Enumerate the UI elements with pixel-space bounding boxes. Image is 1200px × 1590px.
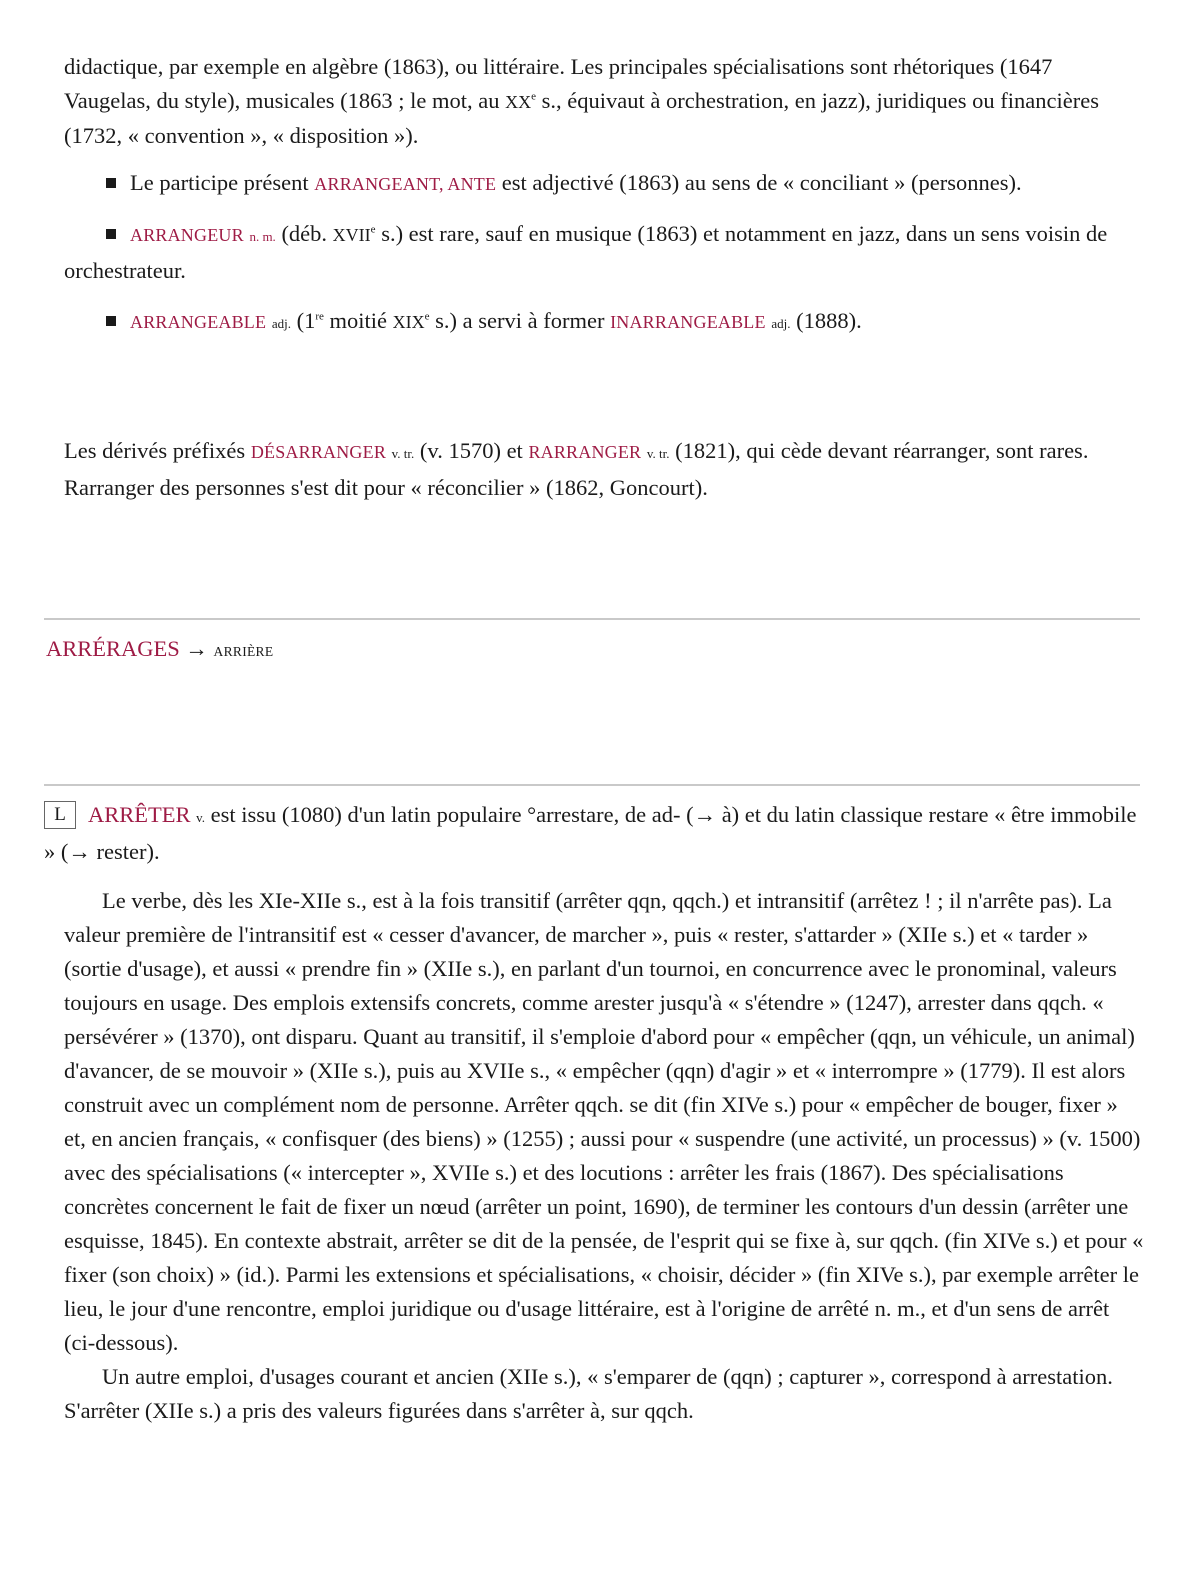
list-item: Le participe présent ARRANGEANT, ANTE est adjectivé (1863) au sens de « conciliant » (personnes).	[64, 166, 1144, 201]
intro-paragraph: didactique, par exemple en algèbre (1863), ou littéraire. Les principales spécialisations sont rhétoriques (1647 Vaugelas, du style), musicales (1863 ; le mot, au XXe s., équivaut à orchestration, en jazz), juridiques ou financières (1732, « convention », « disposition »).	[64, 54, 1099, 148]
square-bullet-icon	[106, 178, 116, 188]
entry-divider	[44, 618, 1140, 620]
headword-link[interactable]: ARRÉRAGES	[46, 636, 180, 661]
body-paragraph: Le verbe, dès les XIe-XIIe s., est à la fois transitif (arrêter qqn, qqch.) et intransitif (arrêtez ! ; il n'arrête pas). La valeur première de l'intransitif est « cesser d'avancer, de marcher », puis « rester, s'attarder » (XIIe s.) et « tarder » (sortie d'usage), et aussi « prendre fin » (XIIe s.), en parlant d'un tournoi, en concurrence avec le pronominal, valeurs toujours en usage. Des emplois extensifs concrets, comme arester jusqu'à « s'étendre » (1247), arrester dans qqch. « persévérer » (1370), ont disparu. Quant au transitif, il s'emploie d'abord pour « empêcher (qqn, un véhicule, un animal) d'avancer, de se mouvoir » (XIIe s.), puis au XVIIe s., « empêcher (qqn) d'agir » et « interrompre » (1779). Il est alors construit avec un complément nom de personne. Arrêter qqch. se dit (fin XIVe s.) pour « empêcher de bouger, fixer » et, en ancien français, « confisquer (des biens) » (1255) ; aussi pour « suspendre (une activité, un processus) » (v. 1500) avec des spécialisations (« intercepter », XVIIe s.) et des locutions : arrêter les frais (1867). Des spécialisations concrètes concernent le fait de fixer un nœud (arrêter un point, 1690), de terminer les contours d'un dessin (arrêter une esquisse, 1845). En contexte abstrait, arrêter se dit de la pensée, de l'esprit qui se fixe à, sur qqch. (fin XIVe s.) et pour « fixer (son choix) » (id.). Parmi les extensions et spécialisations, « choisir, décider » (fin XIVe s.), par exemple arrêter le lieu, le jour d'une rencontre, emploi juridique ou d'usage littéraire, est à l'origine de arrêté n. m., et d'un sens de arrêt (ci-dessous).	[64, 888, 1144, 1355]
arrow-right-icon: →	[185, 636, 208, 661]
latin-origin-badge: L	[44, 801, 76, 829]
body-paragraph: Un autre emploi, d'usages courant et ancien (XIIe s.), « s'emparer de (qqn) ; capturer », correspond à arrestation. S'arrêter (XIIe s.) a pris des valeurs figurées dans s'arrêter à, sur qqch.	[64, 1364, 1113, 1423]
list-item: ARRANGEUR n. m. (déb. XVIIe s.) est rare, sauf en musique (1863) et notamment en jazz, dans un sens voisin de orchestrateur.	[64, 221, 1108, 283]
list-item: ARRANGEABLE adj. (1re moitié XIXe s.) a servi à former INARRANGEABLE adj. (1888).	[64, 304, 1144, 341]
square-bullet-icon	[106, 316, 116, 326]
headword-link[interactable]: RARRANGER	[528, 442, 642, 462]
entry-divider	[44, 784, 1140, 786]
entry-header: L ARRÊTER v. est issu (1080) d'un latin populaire °arrestare, de ad- (→ à) et du latin classique restare « être immobile » (→ rester).	[44, 802, 1137, 864]
square-bullet-icon	[106, 229, 116, 239]
headword-link[interactable]: DÉSARRANGER	[250, 442, 387, 462]
prefixed-derivatives-paragraph: Les dérivés préfixés DÉSARRANGER v. tr. (v. 1570) et RARRANGER v. tr. (1821), qui cède devant réarranger, sont rares. Rarranger des personnes s'est dit pour « réconcilier » (1862, Goncourt).	[64, 438, 1089, 500]
headword-link[interactable]: ARRANGEUR	[130, 225, 244, 245]
headword-link[interactable]: INARRANGEABLE	[610, 312, 766, 332]
cross-reference-entry	[46, 632, 273, 669]
reference-link[interactable]: ARRIÈRE	[213, 644, 274, 659]
headword: ARRÊTER	[88, 802, 191, 827]
headword-link[interactable]: ARRANGEANT, ANTE	[314, 174, 497, 194]
entry-body	[64, 884, 1144, 1428]
derivatives-list	[64, 166, 1144, 357]
headword-link[interactable]: ARRANGEABLE	[130, 312, 267, 332]
